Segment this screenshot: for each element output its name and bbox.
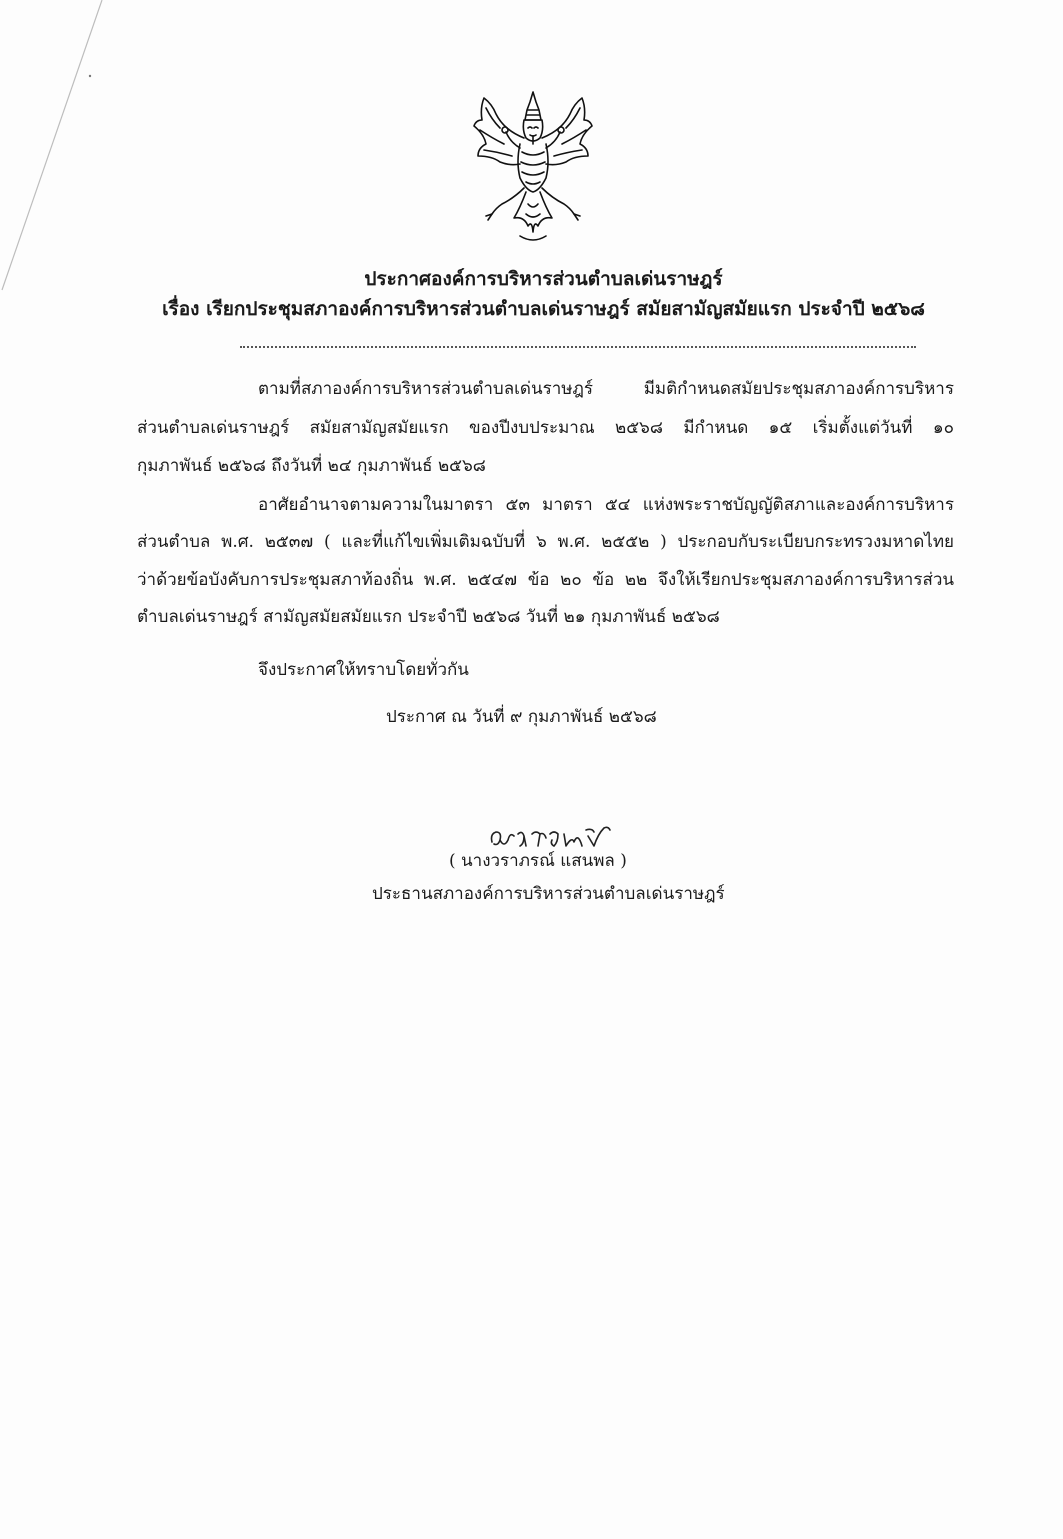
paragraph1-line3: กุมภาพันธ์ ๒๕๖๘ ถึงวันที่ ๒๔ กุมภาพันธ์ ๒๕๖๘ [137, 456, 486, 476]
divider-dotted-line [240, 346, 916, 348]
paragraph2-line1: อาศัยอำนาจตามความในมาตรา ๕๓ มาตรา ๕๔ แห่งพระราชบัญญัติสภาและองค์การบริหาร [258, 495, 954, 515]
announcement-date: ประกาศ ณ วันที่ ๙ กุมภาพันธ์ ๒๕๖๘ [386, 707, 657, 727]
garuda-emblem-icon [470, 86, 596, 250]
signer-name: ( นางวราภรณ์ แสนพล ) [449, 851, 627, 871]
scan-edge-line [0, 0, 110, 300]
announcement-subject: เรื่อง เรียกประชุมสภาองค์การบริหารส่วนตำบลเด่นราษฎร์ สมัยสามัญสมัยแรก ประจำปี ๒๕๖๘ [162, 298, 925, 320]
signer-position: ประธานสภาองค์การบริหารส่วนตำบลเด่นราษฎร์ [372, 884, 725, 904]
announcement-title: ประกาศองค์การบริหารส่วนตำบลเด่นราษฎร์ [364, 268, 723, 290]
paragraph2-line4: ตำบลเด่นราษฎร์ สามัญสมัยสมัยแรก ประจำปี ๒๕๖๘ วันที่ ๒๑ กุมภาพันธ์ ๒๕๖๘ [137, 607, 720, 627]
closing-statement: จึงประกาศให้ทราบโดยทั่วกัน [258, 660, 469, 680]
paragraph1-line1: ตามที่สภาองค์การบริหารส่วนตำบลเด่นราษฎร์ มีมติกำหนดสมัยประชุมสภาองค์การบริหาร [258, 379, 954, 399]
paragraph1-line2: ส่วนตำบลเด่นราษฎร์ สมัยสามัญสมัยแรก ของปีงบประมาณ ๒๕๖๘ มีกำหนด ๑๕ เริ่มตั้งแต่วันที่ ๑๐ [137, 418, 954, 438]
paragraph2-line2: ส่วนตำบล พ.ศ. ๒๕๓๗ ( และที่แก้ไขเพิ่มเติมฉบับที่ ๖ พ.ศ. ๒๕๕๒ ) ประกอบกับระเบียบกระทรวงมหาดไทย [137, 532, 954, 552]
paragraph2-line3: ว่าด้วยข้อบังคับการประชุมสภาท้องถิ่น พ.ศ. ๒๕๔๗ ข้อ ๒๐ ข้อ ๒๒ จึงให้เรียกประชุมสภาองค์การบริหารส่วน [137, 570, 954, 590]
